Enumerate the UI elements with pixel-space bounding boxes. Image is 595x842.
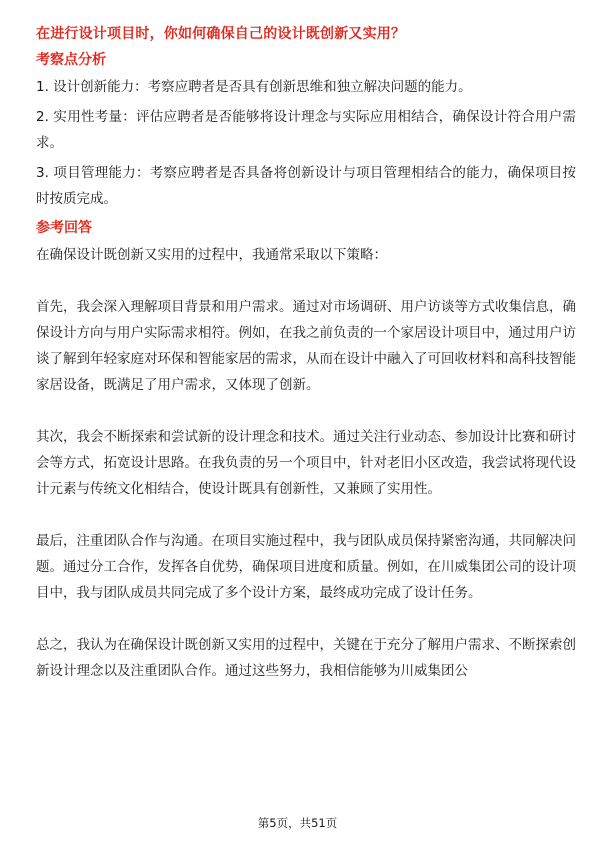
question-title: 在进行设计项目时，你如何确保自己的设计既创新又实用？ [36, 26, 406, 42]
analysis-point: 1. 设计创新能力：考察应聘者是否具有创新思维和独立解决问题的能力。 [36, 79, 472, 95]
analysis-heading: 考察点分析 [36, 52, 106, 68]
document-page [36, 24, 576, 684]
answer-paragraph: 其次，我会不断探索和尝试新的设计理念和技术。通过关注行业动态、参加设计比赛和研讨会等方式，拓宽设计思路。在我负责的另一个项目中，针对老旧小区改造，我尝试将现代设计元素与传统文化相结合，使设计既具有创新性，又兼顾了实用性。 [36, 429, 576, 497]
answer-intro: 在确保设计既创新又实用的过程中，我通常采取以下策略： [36, 247, 387, 263]
answer-paragraph: 总之，我认为在确保设计既创新又实用的过程中，关键在于充分了解用户需求、不断探索创新设计理念以及注重团队合作。通过这些努力，我相信能够为川威集团公 [36, 637, 576, 679]
answer-paragraph: 首先，我会深入理解项目背景和用户需求。通过对市场调研、用户访谈等方式收集信息，确保设计方向与用户实际需求相符。例如，在我之前负责的一个家居设计项目中，通过用户访谈了解到年轻家庭对环保和智能家居的需求，从而在设计中融入了可回收材料和高科技智能家居设备，既满足了用户需求，又体现了创新。 [36, 299, 576, 393]
answer-paragraph: 最后，注重团队合作与沟通。在项目实施过程中，我与团队成员保持紧密沟通，共同解决问题。通过分工合作，发挥各自优势，确保项目进度和质量。例如，在川威集团公司的设计项目中，我与团队成员共同完成了多个设计方案，最终成功完成了设计任务。 [36, 533, 576, 601]
analysis-point: 2. 实用性考量：评估应聘者是否能够将设计理念与实际应用相结合，确保设计符合用户需求。 [36, 109, 576, 151]
answer-heading: 参考回答 [36, 220, 92, 236]
analysis-point: 3. 项目管理能力：考察应聘者是否具备将创新设计与项目管理相结合的能力，确保项目按时按质完成。 [36, 165, 576, 207]
page-number: 第5页，共51页 [257, 816, 338, 830]
